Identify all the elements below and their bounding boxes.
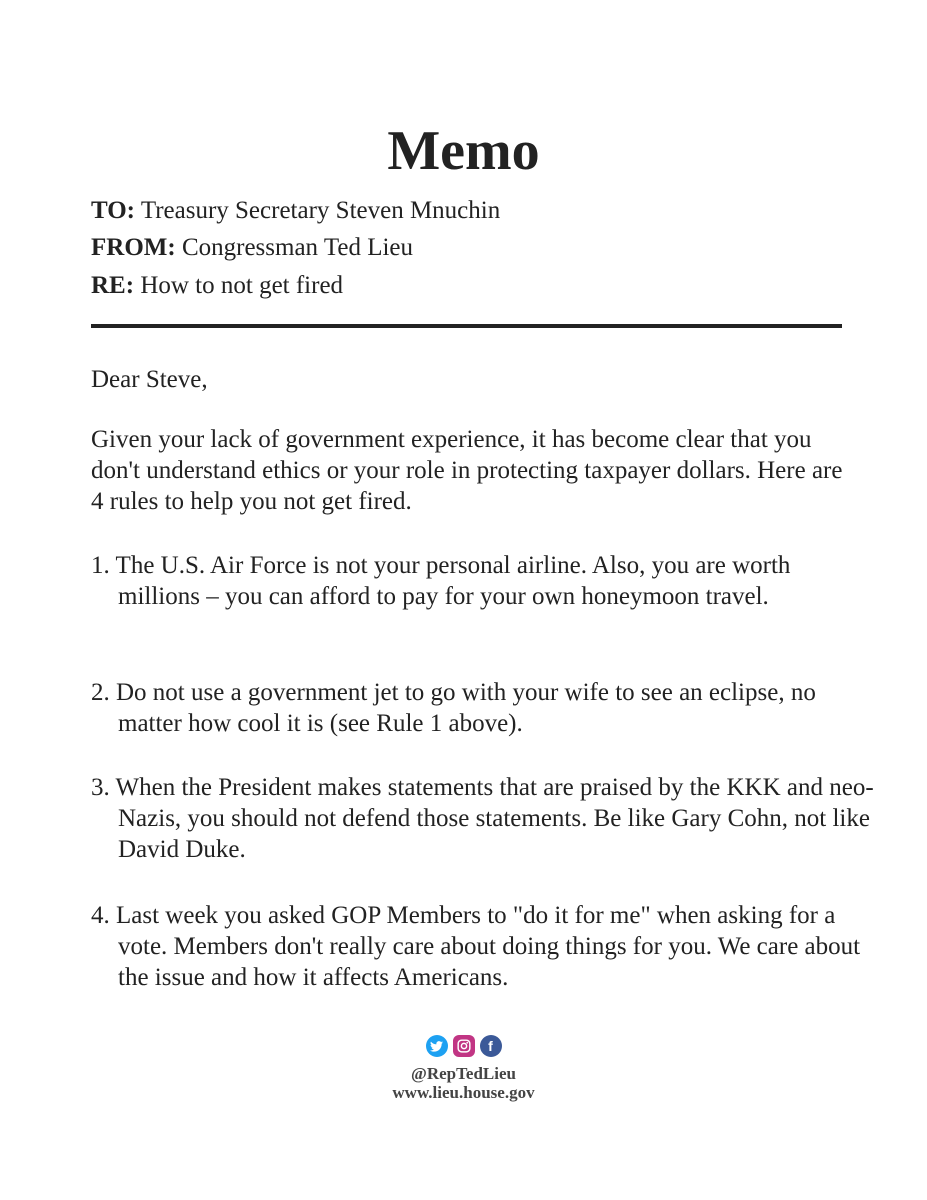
to-value: Treasury Secretary Steven Mnuchin xyxy=(140,197,501,224)
from-line xyxy=(91,232,413,264)
to-label: TO: xyxy=(91,197,135,224)
twitter-handle: @RepTedLieu xyxy=(411,1064,516,1083)
from-label: FROM: xyxy=(91,234,176,261)
rule-item: 3. When the President makes statements that are praised by the KKK and neo-Nazis, you should not defend those statements. Be like Gary Cohn, not like David Duke. xyxy=(91,774,874,863)
rule-item: 2. Do not use a government jet to go with your wife to see an eclipse, no matter how cool it is (see Rule 1 above). xyxy=(91,679,816,737)
social-icons xyxy=(0,1035,927,1057)
re-value: How to not get fired xyxy=(140,272,344,299)
re-line xyxy=(91,270,343,302)
instagram-icon xyxy=(453,1035,475,1057)
rule-item: 1. The U.S. Air Force is not your personal airline. Also, you are worth millions – you can afford to pay for your own honeymoon travel. xyxy=(91,552,791,610)
re-label: RE: xyxy=(91,272,135,299)
to-line xyxy=(91,195,500,227)
intro-paragraph: Given your lack of government experience, it has become clear that you don't understand ethics or your role in protecting taxpayer dollars. Here are 4 rules to help you not get fired. xyxy=(91,426,843,515)
greeting: Dear Steve, xyxy=(91,366,208,393)
facebook-icon: f xyxy=(480,1035,502,1057)
twitter-icon xyxy=(426,1035,448,1057)
from-value: Congressman Ted Lieu xyxy=(181,234,414,261)
header-divider xyxy=(91,324,842,328)
website-url: www.lieu.house.gov xyxy=(392,1083,535,1102)
memo-title: Memo xyxy=(387,120,540,182)
rule-item: 4. Last week you asked GOP Members to "do it for me" when asking for a vote. Members don't really care about doing things for you. We care about the issue and how it affects Americans. xyxy=(91,902,861,991)
